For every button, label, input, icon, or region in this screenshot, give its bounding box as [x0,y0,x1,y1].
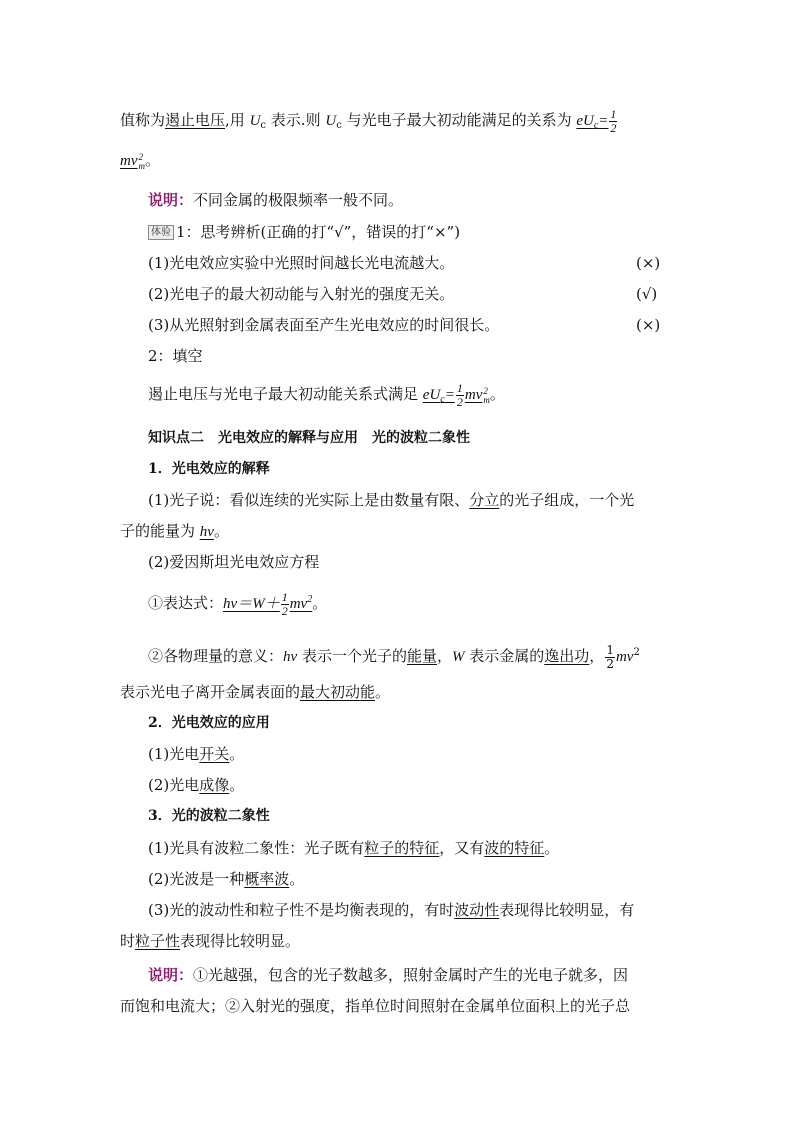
text: 表示一个光子的 [297,647,407,665]
text: 表现得比较明显。 [180,932,301,950]
text: 。 [544,839,560,857]
symbol-mv: mv [464,386,483,403]
fill-title-text: 2：填空 [148,347,203,365]
experience-badge: 体验 [148,225,174,240]
text: 的光子组成，一个光 [499,491,635,509]
paragraph-cont [120,682,390,702]
item-text: (3)从光照射到金属表面至产生光电效应的时间很长。 [148,316,500,334]
line-mv-squared [120,150,160,171]
equals: = [598,112,609,129]
fraction-half [281,591,289,618]
text: 。 [375,683,391,701]
symbol-eU: eU [422,386,441,403]
denominator: 2 [610,121,617,135]
symbol-hv: hν [223,596,238,612]
note-text: ①光越强，包含的光子数越多，照射金属时产生的光电子就多，因 [193,966,629,984]
fraction-half [609,108,617,135]
paragraph-cont [120,521,229,542]
paragraph [148,490,634,510]
equals: = [444,386,455,403]
symbol-mv: mv [615,649,634,665]
term-max-kinetic-energy: 最大初动能 [300,683,376,701]
subscript: c [260,119,267,131]
text: (3)光的波动性和粒子性不是均衡表现的，有时 [148,901,455,919]
text: (2)爱因斯坦光电效应方程 [148,553,320,571]
symbol-W: W [252,596,265,612]
mark-text: (×) [636,254,661,272]
subscript: c [593,119,599,131]
heading-text: 知识点二 光电效应的解释与应用 光的波粒二象性 [148,430,470,446]
text: (2)光波是一种 [148,870,245,888]
term-particle-nature: 粒子性 [135,932,181,950]
text: 。 [489,384,505,403]
text: 表示.则 [266,110,326,129]
paragraph [148,744,244,764]
term-probability-wave: 概率波 [244,870,290,888]
judgement-item [148,253,454,273]
term-switch: 开关 [199,745,230,763]
note-text: 而饱和电流大；②入射光的强度，指单位时间照射在金属单位面积上的光子总 [120,997,631,1015]
paragraph [148,900,634,920]
fraction-half [456,382,464,409]
note-light-intensity [148,965,628,985]
text: (1)光电 [148,745,200,763]
einstein-equation [223,590,313,619]
text: 。 [213,522,229,540]
term-particle-feature: 粒子的特征 [364,839,440,857]
heading-text: 2．光电效应的应用 [148,715,270,731]
item-text: (1)光电效应实验中光照时间越长光电流越大。 [148,254,455,272]
symbol-U: U [325,112,337,129]
numerator: 1 [456,381,463,395]
judgement-mark [636,253,660,273]
text: 表示光电子离开金属表面的 [120,683,301,701]
term-discrete: 分立 [469,491,500,509]
term-wave-feature: 波的特征 [484,839,545,857]
paragraph-cont [120,931,300,951]
text: 。 [145,151,161,169]
mark-text: (×) [636,316,661,334]
numerator: 1 [281,590,288,605]
text: 遏止电压与光电子最大初动能关系式满足 [148,384,423,403]
judgement-mark [636,284,657,304]
paragraph [148,775,244,795]
text: ,用 [225,110,250,129]
note-light-intensity-cont [120,996,630,1016]
exercise-heading [148,222,460,242]
text: (2)光电 [148,776,200,794]
symbol-U: U [249,112,261,129]
numerator: 1 [606,642,614,657]
formula-mv [120,153,145,169]
subscript: m [138,160,145,171]
denominator: 2 [606,656,614,671]
superscript: 2 [483,385,488,396]
text: 时 [120,932,136,950]
relation-formula [576,107,618,135]
note-limit-frequency [148,190,403,210]
fill-formula [422,381,490,409]
judgement-item [148,315,499,335]
subscript: c [336,119,342,131]
judgement-item [148,284,454,304]
fill-line [148,382,505,410]
superscript: 2 [633,647,640,658]
text: 值称为 [120,110,166,129]
term-imaging: 成像 [199,776,230,794]
text: 。 [229,776,245,794]
term-work-function: 逸出功 [544,647,590,665]
plus: ＋ [264,596,280,612]
text: (1)光具有波粒二象性：光子既有 [148,839,365,857]
text: 。 [229,745,245,763]
paragraph [148,552,319,572]
equals: ＝ [237,596,253,612]
exercise-text: 1：思考辨析(正确的打“√”，错误的打“×”) [176,223,461,241]
section-heading [148,428,470,448]
numerator: 1 [610,107,617,121]
fraction-half [605,644,615,671]
subsection-heading [148,713,270,733]
paragraph [148,643,640,671]
text: (1)光子说：看似连续的光实际上是由数量有限、 [148,491,470,509]
text: ，又有 [439,839,485,857]
line-stopping-voltage [120,108,618,136]
text: 。 [312,594,328,612]
subsection-heading [148,806,270,826]
term-stopping-voltage: 遏止电压 [165,110,226,129]
text: ， [589,647,605,665]
symbol-mv: mv [289,596,308,612]
paragraph [148,869,304,889]
symbol-mv: mv [120,153,138,169]
equation-line [148,590,327,618]
note-text: 不同金属的极限频率一般不同。 [193,191,404,209]
item-text: (2)光电子的最大初动能与入射光的强度无关。 [148,285,455,303]
text: 表示金属的 [464,647,545,665]
mark-text: (√) [636,285,658,303]
note-label: 说明： [148,966,194,984]
note-label: 说明： [148,191,194,209]
fill-title [148,346,203,366]
symbol-eU: eU [576,112,594,129]
heading-text: 3．光的波粒二象性 [148,808,270,824]
heading-text: 1．光电效应的解释 [148,461,270,477]
text: 与光电子最大初动能满足的关系为 [341,110,577,129]
subscript: c [440,393,445,405]
text: 。 [289,870,305,888]
term-energy: 能量 [406,647,437,665]
text: ①表达式： [148,594,224,612]
judgement-mark [636,315,660,335]
symbol-W: W [452,649,465,665]
superscript: 2 [138,151,143,162]
text: ， [436,647,452,665]
superscript: 2 [307,594,313,605]
subsection-heading [148,459,270,479]
denominator: 2 [456,395,463,409]
text: 表现得比较明显，有 [499,901,635,919]
term-photon-energy: hν [199,524,214,540]
text: ②各物理量的意义： [148,647,284,665]
denominator: 2 [281,604,288,619]
paragraph [148,838,559,858]
text: 子的能量为 [120,522,200,540]
symbol-hv: hν [283,649,298,665]
subscript: m [483,394,490,405]
term-wave-nature: 波动性 [454,901,500,919]
